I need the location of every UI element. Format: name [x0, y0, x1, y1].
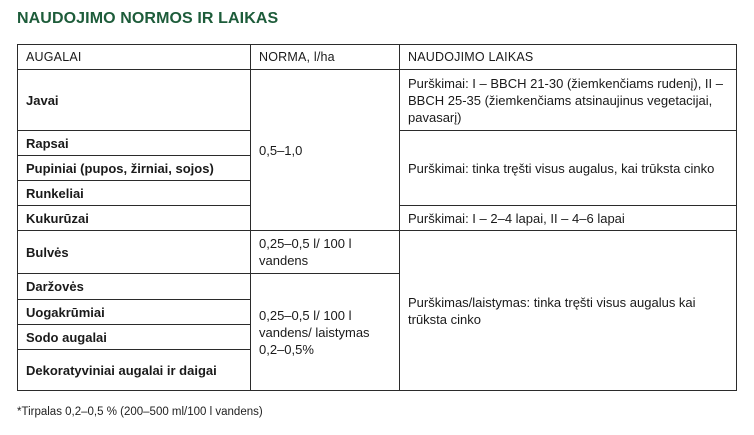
- crop-cell: Sodo augalai: [18, 325, 251, 350]
- section-title: NAUDOJIMO NORMOS IR LAIKAS: [17, 10, 279, 27]
- table-header-row: [18, 45, 737, 70]
- timing-cell: Purškimai: tinka tręšti visus augalus, kai trūksta cinko: [400, 131, 737, 206]
- crop-cell: Daržovės: [18, 274, 251, 300]
- header-timing: NAUDOJIMO LAIKAS: [400, 45, 737, 70]
- crop-cell: Dekoratyviniai augalai ir daigai: [18, 350, 251, 391]
- rate-cell: 0,25–0,5 l/ 100 l vandens: [251, 231, 400, 274]
- crop-cell: Javai: [18, 70, 251, 131]
- usage-rates-table: [17, 44, 737, 391]
- table-row: [18, 231, 737, 274]
- timing-cell: Purškimas/laistymas: tinka tręšti visus augalus kai trūksta cinko: [400, 231, 737, 391]
- rate-cell: 0,5–1,0: [251, 70, 400, 231]
- footnote: *Tirpalas 0,2–0,5 % (200–500 ml/100 l vandens): [17, 406, 263, 418]
- crop-cell: Uogakrūmiai: [18, 300, 251, 325]
- crop-cell: Pupiniai (pupos, žirniai, sojos): [18, 156, 251, 181]
- table-row: [18, 70, 737, 131]
- timing-cell: Purškimai: I – 2–4 lapai, II – 4–6 lapai: [400, 206, 737, 231]
- crop-cell: Rapsai: [18, 131, 251, 156]
- crop-cell: Kukurūzai: [18, 206, 251, 231]
- header-rate: NORMA, l/ha: [251, 45, 400, 70]
- crop-cell: Runkeliai: [18, 181, 251, 206]
- crop-cell: Bulvės: [18, 231, 251, 274]
- header-crops: AUGALAI: [18, 45, 251, 70]
- timing-cell: Purškimai: I – BBCH 21-30 (žiemkenčiams rudenį), II – BBCH 25-35 (žiemkenčiams atsinaujinus vegetacijai, pavasarį): [400, 70, 737, 131]
- rate-cell: 0,25–0,5 l/ 100 l vandens/ laistymas 0,2–0,5%: [251, 274, 400, 391]
